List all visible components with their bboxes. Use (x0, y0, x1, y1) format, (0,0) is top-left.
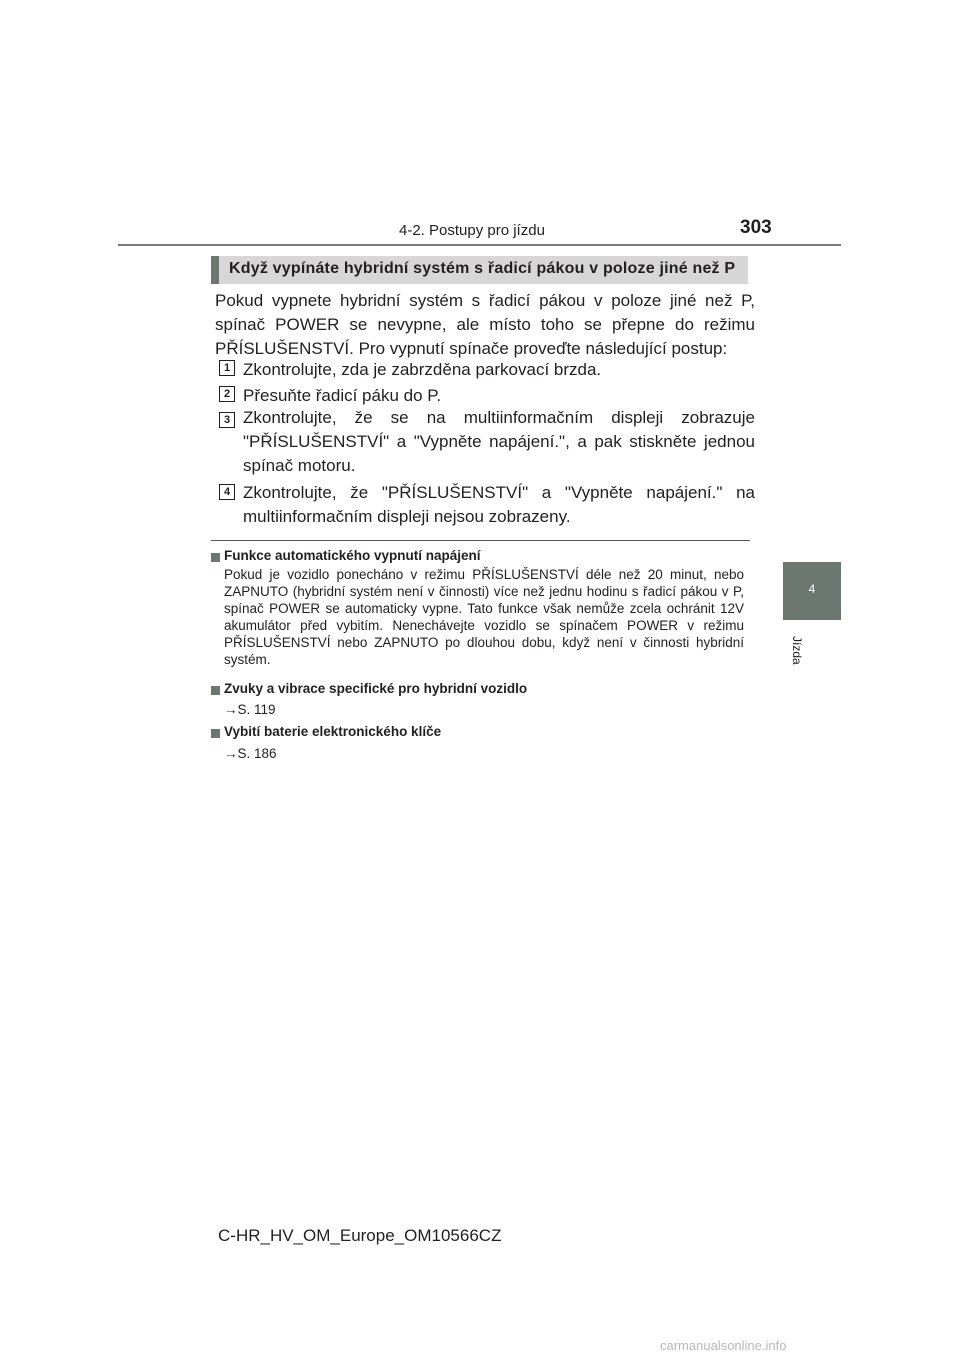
intro-paragraph: Pokud vypnete hybridní systém s řadicí pákou v poloze jiné než P, spínač POWER se nevypne, ale místo toho se přepne do režimu PŘÍSLUŠENSTVÍ. Pro vypnutí spínače proveďte následující postup: (215, 291, 755, 358)
note-bullet-icon (211, 729, 220, 738)
note-bullet-icon (211, 686, 220, 695)
section-divider (211, 540, 750, 541)
step-number-3: 3 (219, 412, 235, 428)
chapter-label: Jízda (790, 636, 804, 665)
note-title-1: Funkce automatického vypnutí napájení (224, 548, 481, 563)
note-body-1: Pokud je vozidlo ponecháno v režimu PŘÍSLUŠENSTVÍ déle než 20 minut, nebo ZAPNUTO (hybridní systém není v činnosti) více než jednu hodinu s řadicí pákou v P, spínač POWER se automaticky vypne. Tato funkce však nemůže zcela ochránit 12V akumulátor před vybitím. Nenechávejte vozidlo se spínačem POWER v režimu PŘÍSLUŠENSTVÍ nebo ZAPNUTO po dlouhou dobu, když není v činnosti hybridní systém. (224, 567, 744, 667)
step-number-2: 2 (219, 386, 235, 402)
section-heading: Když vypínáte hybridní systém s řadicí pákou v poloze jiné než P (229, 260, 736, 277)
document-code: C-HR_HV_OM_Europe_OM10566CZ (218, 1226, 502, 1245)
header-divider (118, 244, 841, 246)
section-title: 4-2. Postupy pro jízdu (399, 222, 545, 239)
note-title-2: Zvuky a vibrace specifické pro hybridní vozidlo (224, 681, 528, 696)
chapter-tab (783, 562, 841, 620)
chapter-number: 4 (808, 582, 816, 596)
note-title-3: Vybití baterie elektronického klíče (224, 724, 442, 739)
section-heading-bar (211, 256, 748, 284)
note-bullet-icon (211, 553, 220, 562)
step-text-3: Zkontrolujte, že se na multiinformačním displeji zobrazuje "PŘÍSLUŠENSTVÍ" a "Vypněte napájení.", a pak stiskněte jednou spínač motoru. (243, 408, 755, 475)
note-page-ref-1[interactable]: →S. 119 (224, 702, 276, 717)
step-text-1: Zkontrolujte, zda je zabrzděna parkovací brzda. (243, 360, 602, 379)
step-number-4: 4 (219, 484, 235, 500)
note-page-ref-2[interactable]: →S. 186 (224, 746, 277, 761)
step-number-1: 1 (219, 360, 235, 376)
step-text-4: Zkontrolujte, že "PŘÍSLUŠENSTVÍ" a "Vypněte napájení." na multiinformačním displeji nejsou zobrazeny. (243, 483, 755, 526)
watermark: carmanualsonline.info (660, 1338, 787, 1353)
page-number: 303 (740, 217, 772, 238)
step-text-2: Přesuňte řadicí páku do P. (243, 386, 442, 405)
